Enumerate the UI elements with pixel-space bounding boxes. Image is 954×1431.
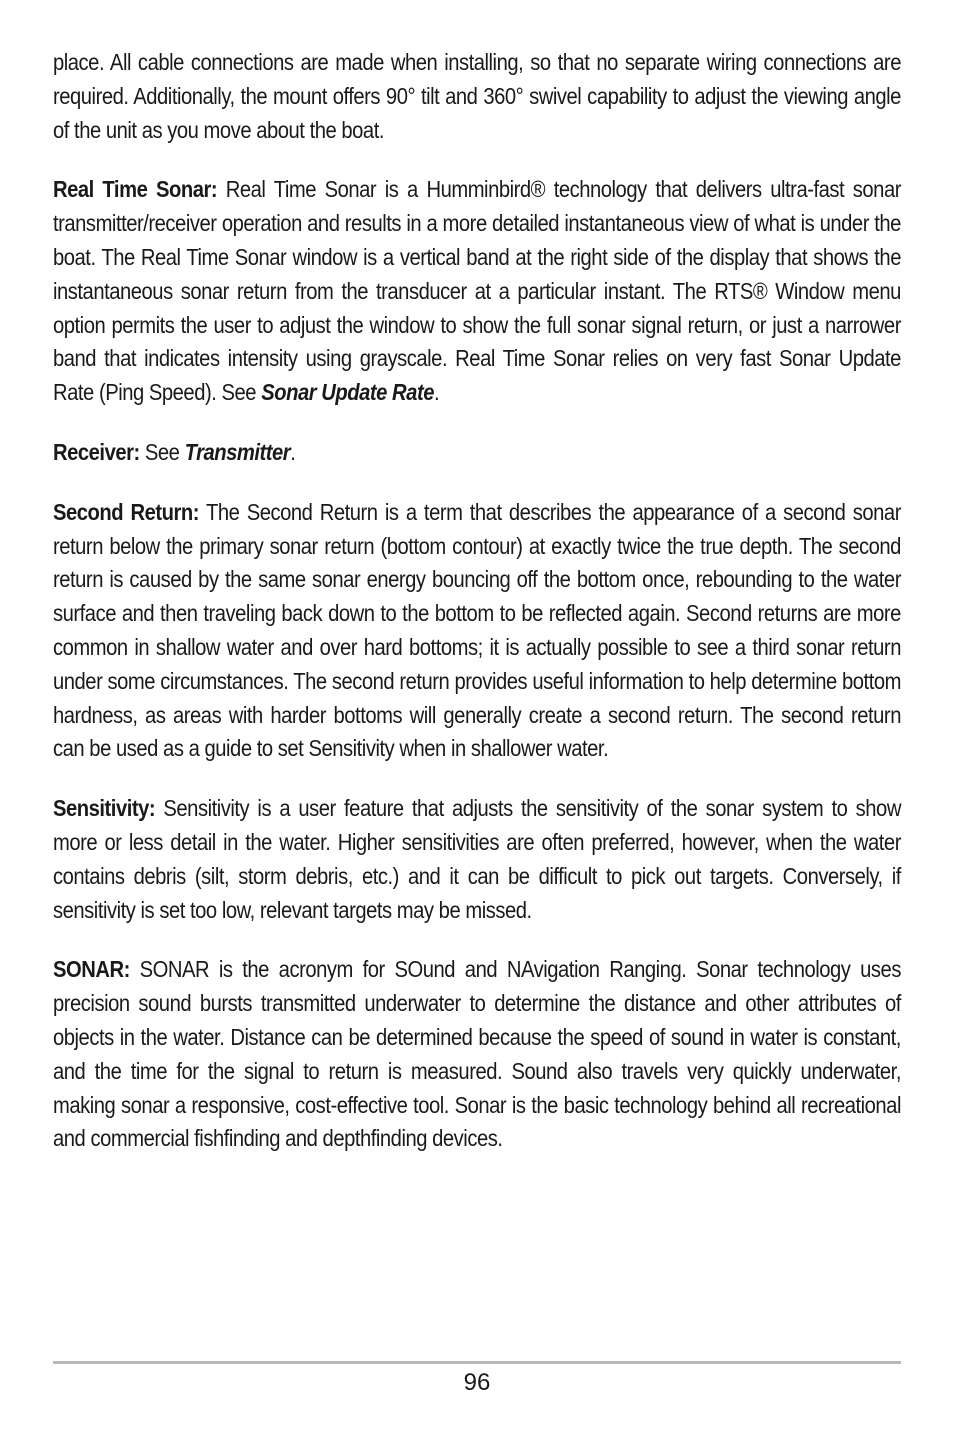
footer-divider (53, 1361, 901, 1364)
term-sensitivity: Sensitivity: (53, 795, 156, 822)
paragraph-text: See (139, 438, 185, 465)
xref-transmitter: Transmitter (184, 438, 291, 465)
paragraph-text: SONAR is the acronym for SOund and NAvigation Ranging. Sonar technology uses precision sound bursts transmitted underwater to determine the distance and other attributes of objects in the water. Distance can be determined because the speed of sound in water is constant, and the time for the signal to return is measured. Sound also travels very quickly underwater, making sonar a responsive, cost-effective tool. Sonar is the basic technology behind all recreational and commercial fishfinding and depthfinding devices. (53, 956, 901, 1152)
paragraph-sonar (53, 953, 901, 1156)
paragraph-mount-continued (53, 46, 901, 147)
paragraph-receiver (53, 436, 901, 470)
paragraph-text: The Second Return is a term that describes the appearance of a second sonar return below the primary sonar return (bottom contour) at exactly twice the true depth. The second return is caused by the same sonar energy bouncing off the bottom once, rebounding to the water surface and then traveling back down to the bottom to be reflected again. Second returns are more common in shallow water and over hard bottoms; it is actually possible to see a third sonar return under some circumstances. The second return provides useful information to help determine bottom hardness, as areas with harder bottoms will generally create a second return. The second return can be used as a guide to set Sensitivity when in shallower water. (53, 498, 901, 762)
paragraph-tail: . (290, 438, 296, 465)
paragraph-tail: . (433, 379, 440, 406)
paragraph-text: place. All cable connections are made when installing, so that no separate wiring connections are required. Additionally, the mount offers 90° tilt and 360° swivel capability to adjust the viewing angle of the unit as you move about the boat. (53, 49, 901, 143)
term-sonar: SONAR: (53, 956, 130, 983)
paragraph-sensitivity (53, 792, 901, 927)
paragraph-second-return (53, 496, 901, 766)
page-number: 96 (463, 1369, 491, 1396)
term-receiver: Receiver: (53, 438, 140, 465)
term-second-return: Second Return: (53, 498, 200, 525)
glossary-body (53, 46, 901, 1182)
xref-sonar-update-rate: Sonar Update Rate (261, 379, 434, 406)
term-real-time-sonar: Real Time Sonar: (53, 176, 218, 203)
paragraph-real-time-sonar (53, 173, 901, 410)
paragraph-text: Real Time Sonar is a Humminbird® technology that delivers ultra-fast sonar transmitter/receiver operation and results in a more detailed instantaneous view of what is under the boat. The Real Time Sonar window is a vertical band at the right side of the display that shows the instantaneous sonar return from the transducer at a particular instant. The RTS® Window menu option permits the user to adjust the window to show the full sonar signal return, or just a narrower band that indicates intensity using grayscale. Real Time Sonar relies on very fast Sonar Update Rate (Ping Speed). See (53, 176, 901, 406)
paragraph-text: Sensitivity is a user feature that adjusts the sensitivity of the sonar system to show more or less detail in the water. Higher sensitivities are often preferred, however, when the water contains debris (silt, storm debris, etc.) and it can be difficult to pick out targets. Conversely, if sensitivity is set too low, relevant targets may be missed. (53, 795, 901, 923)
